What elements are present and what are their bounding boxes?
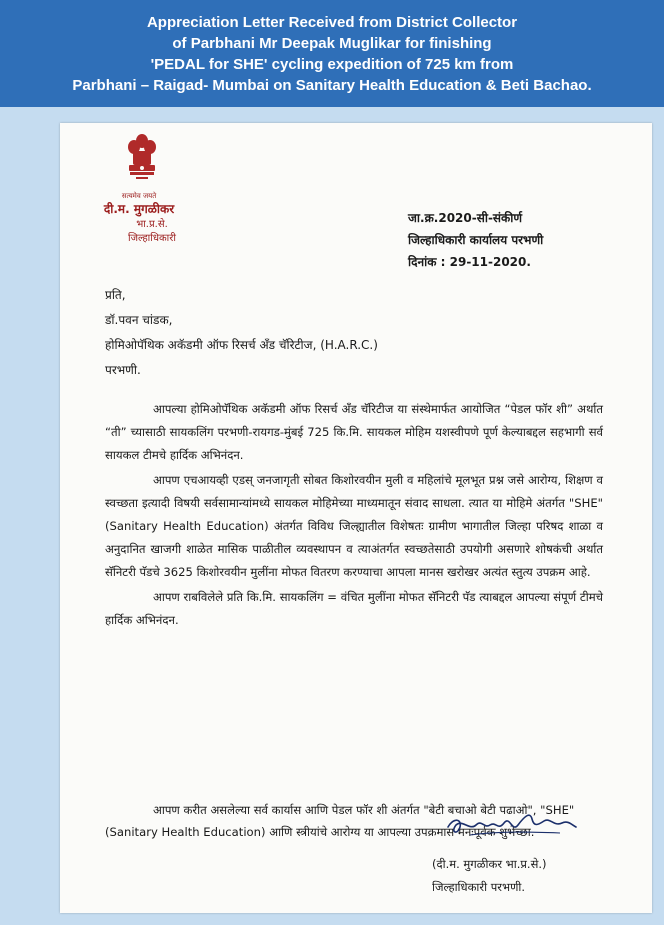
letterhead-rank: भा.प्र.से.: [136, 219, 168, 230]
body-paragraph-3: आपण राबविलेले प्रति कि.मि. सायकलिंग = वंचित मुलींना मोफत सॅनिटरी पॅड त्याबद्दल आपल्या संपूर्ण टीमचे हार्दिक अभिनंदन.: [105, 590, 603, 627]
handwritten-signature: [440, 805, 580, 845]
reference-number: जा.क्र.2020-सी-संकीर्ण: [408, 211, 523, 225]
reference-block: [408, 207, 648, 273]
header-line-4: Parbhani – Raigad- Mumbai on Sanitary Health Education & Beti Bachao.: [72, 77, 592, 94]
letterhead: [84, 191, 194, 246]
header-line-3: 'PEDAL for SHE' cycling expedition of 725 km from: [150, 56, 514, 73]
header-banner: [0, 0, 664, 107]
letter-page: [60, 123, 652, 913]
letterhead-motto: सत्यमेव जयते: [121, 192, 157, 200]
header-line-1: Appreciation Letter Received from District Collector: [146, 14, 518, 31]
reference-date: दिनांक : 29-11-2020.: [408, 255, 531, 269]
national-emblem-icon: [124, 131, 160, 187]
body-paragraph-2: आपण एचआयव्ही एडस् जनजागृती सोबत किशोरवयीन मुली व महिलांचे मूलभूत प्रश्न जसे आरोग्य, शिक्षण व स्वच्छता इत्यादी विषयी सर्वसामान्यांमध्ये सायकल मोहिमेच्या माध्यमातून संवाद साधला. त्यात या मोहिमे अंतर्गत "SHE" (Sanitary Health Education) अंतर्गत विविध जिल्ह्यातील विशेषतः ग्रामीण भागातील जिल्हा परिषद शाळा व अनुदानित खाजगी शाळेत मासिक पाळीतील व्यवस्थापन व त्याअंतर्गत स्वच्छतेसाठी उपयोगी असणारे शोषकंची अर्थात सॅनिटरी पॅडचे 3625 किशोरवयीन मुलींना मोफत वितरण करण्याचा आपला मानस खरोखर अत्यंत स्तुत्य उपक्रम आहे.: [105, 473, 603, 579]
addressee-name: डॉ.पवन चांडक,: [105, 313, 173, 327]
signature-designation: जिल्हाधिकारी परभणी.: [432, 880, 526, 894]
reference-office: जिल्हाधिकारी कार्यालय परभणी: [408, 233, 544, 247]
letter-body: [105, 398, 603, 634]
signature-block: [432, 853, 632, 899]
closing-paragraph: आपण करीत असलेल्या सर्व कार्यास आणि पेडल फॉर शी अंतर्गत "बेटी बचाओ बेटी पढाओ", "SHE" (Sanitary Health Education) आणि स्त्रीयांचे आरोग्य या आपल्या उपक्रमास मनःपूर्वक शुभेच्छा.: [105, 803, 575, 839]
addressee-city: परभणी.: [105, 363, 141, 377]
body-paragraph-1: आपल्या होमिओपॅथिक अकॅडमी ऑफ रिसर्च अँड चॅरिटीज या संस्थेमार्फत आयोजित “पेडल फॉर शी” अर्थात “ती” च्यासाठी सायकलिंग परभणी-रायगड-मुंबई 725 कि.मि. सायकल मोहिम यशस्वीपणे पूर्ण केल्याबद्दल सहभागी सर्व सायकल टीमचे हार्दिक अभिनंदन.: [105, 402, 603, 462]
signature-name: (दी.म. मुगळीकर भा.प्र.से.): [432, 857, 547, 871]
letterhead-title: जिल्हाधिकारी: [128, 233, 176, 244]
header-line-2: of Parbhani Mr Deepak Muglikar for finishing: [172, 35, 492, 52]
addressee-to: प्रति,: [105, 288, 126, 302]
addressee-block: [105, 283, 625, 383]
addressee-org: होमिओपॅथिक अकॅडमी ऑफ रिसर्च अँड चॅरिटीज, (H.A.R.C.): [105, 338, 378, 352]
letterhead-name: दी.म. मुगळीकर: [103, 202, 175, 216]
